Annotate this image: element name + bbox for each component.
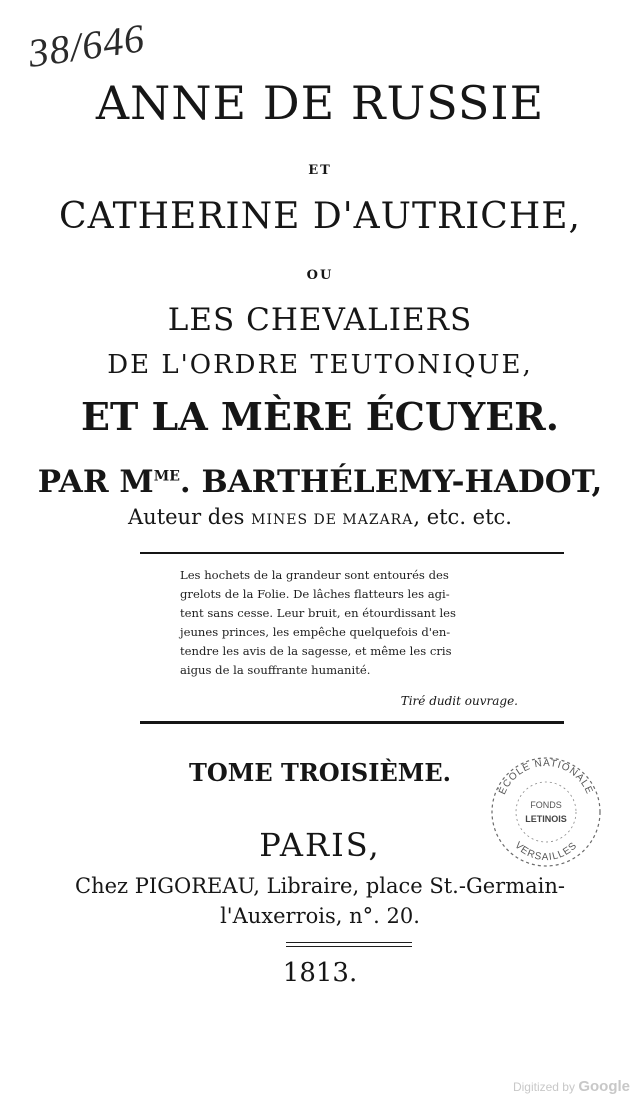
watermark-prefix: Digitized by [512,1080,575,1094]
author-credit-work: MINES DE MAZARA [251,512,414,528]
svg-text:ÉCOLE NATIONALE [495,758,594,796]
epigraph-line: tendre les avis de la sagesse, et même les cris [180,644,452,658]
stamp-inner-1: FONDS [530,800,562,810]
imprint-year: 1813. [282,958,358,988]
epigraph-line: Les hochets de la grandeur sont entourés des [180,568,449,582]
imprint-publisher-line-1: Chez PIGOREAU, Libraire, place St.-Germain- [75,874,565,898]
author-honorific: ME [153,468,180,485]
title-line-2: CATHERINE D'AUTRICHE, [59,196,581,237]
handwritten-call-number: 38/646 [25,15,148,76]
epigraph-top-rule [140,552,564,554]
stamp-text-top: ÉCOLE NATIONALE [497,757,595,797]
epigraph-line: tent sans cesse. Leur bruit, en étourdissant les [180,606,456,620]
imprint-publisher-line-2: l'Auxerrois, n°. 20. [220,904,420,928]
subtitle-line-2: DE L'ORDRE TEUTONIQUE, [107,350,533,380]
author-prefix: PAR M [37,464,154,500]
watermark-brand: Google [578,1078,630,1095]
digitized-watermark [513,1078,630,1095]
author-credit-suffix: , etc. etc. [413,505,512,529]
stamp-inner-2: LETINOIS [525,814,567,824]
volume-label: TOME TROISIÈME. [189,758,451,787]
epigraph-line: grelots de la Folie. De lâches flatteurs les agi- [180,587,450,601]
author-credit-prefix: Auteur des [128,505,252,529]
imprint-city: PARIS, [259,826,381,864]
author-line [0,464,640,500]
epigraph-line: aigus de la souffrante humanité. [180,663,371,677]
imprint-rule-bottom [286,946,412,947]
subtitle-line-3: ET LA MÈRE ÉCUYER. [81,394,559,439]
epigraph-source: Tiré dudit ouvrage. [400,694,518,708]
author-credit [0,505,640,529]
stamp-text-bottom: VERSAILLES [512,840,580,864]
title-conjunction-et: ET [308,163,332,178]
epigraph-bottom-rule [140,721,564,724]
epigraph-line: jeunes princes, les empêche quelquefois d'en- [180,625,451,639]
subtitle-line-1: LES CHEVALIERS [167,302,473,338]
author-name: . BARTHÉLEMY-HADOT, [179,464,603,500]
title-conjunction-ou: OU [306,268,334,283]
title-line-1: ANNE DE RUSSIE [95,76,545,130]
imprint-rule-top [286,942,412,943]
epigraph [180,566,542,680]
